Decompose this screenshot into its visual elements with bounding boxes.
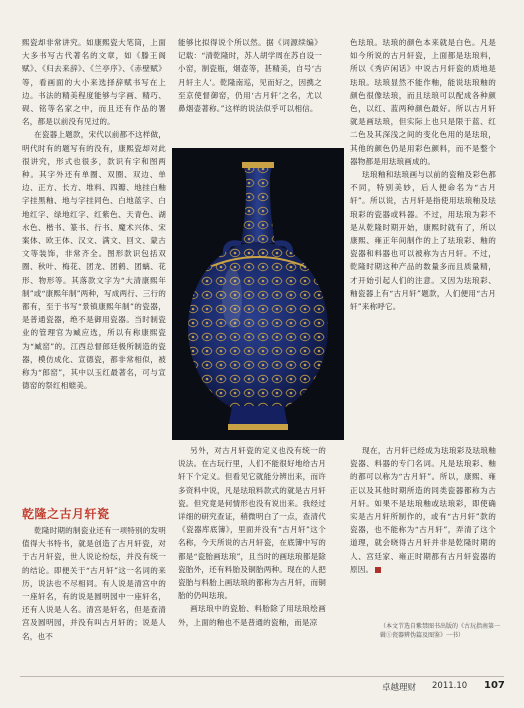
paragraph: [350, 444, 496, 576]
paragraph: 能够比拟得说个所以然。据《词源续编》记载：“清乾隆时，苏人胡学周在苏自设一小窑，制瓷瓶，烟壶等，甚精美，自号‘古月轩主人’。乾隆南巡，见而好之，因携之至京使督御窑，仍用‘古月轩’之名，尤以鼻烟壶著称。”这样的说法似乎可以相信。: [178, 38, 322, 114]
article-column-left-bottom: [22, 524, 166, 643]
issue-date: 2011.10: [432, 681, 468, 691]
end-mark-icon: [375, 567, 381, 573]
source-note: （本文节选自紫禁图书出版的《古玩指南第一辑①瓷器辨伪篇及图鉴》一书）: [380, 623, 501, 639]
page-number: 107: [484, 680, 505, 691]
footer-rule: [20, 676, 504, 677]
article-column-right: [350, 36, 496, 313]
article-column-left-top: [22, 36, 166, 392]
paragraph: 另外，对古月轩瓷的定义也没有统一的说法。在古玩行里，人们不能很好地给古月轩下个定义。但看见它就能分辨出来，而许多资料中说，凡是珐琅料款式的就是古月轩瓷。但究竟是何情形也没有说出来。我经过详细的研究查证，稍微明白了一点，查清代《瓷器库底簿》，里面并没有“古月轩”这个名称，今天所说的古月轩瓷，在底簿中写的都是“瓷胎画珐琅”，且当时的画珐琅都是除瓷胎外，还有料胎及铜胎两种。现在的人把瓷胎与料胎上画珐琅的都称为古月轩，而铜胎的仍叫珐琅。: [178, 446, 326, 601]
article-column-mid-top: [178, 36, 322, 115]
paragraph: 在瓷器上题款，宋代以前都不这样做，明代时有的题写有的没有，康熙瓷却对此很讲究，形式也很多，款识有字和图两种。其字外还有单圈、双圈、双边、单边、正方、长方、堆料、四瓣、地挂白釉字挂黑釉、地与字挂同色、白地蓝字、白地红字、绿地红字、红紫色、天青色、湖水色、楷书、篆书、行书、魔术兴体、宋案体、欧王体、汉文、满文、回文、蒙古文等装饰，非常齐全。图形款识包括双圈、秋叶、梅花、团龙、团鹤、团螭、花形、物形等。其落款文字为“大清康熙年制”或“康熙年制”两种，写成两行、三行的都有，至于书写“景镇康熙年制”的瓷器，是普通瓷器，绝不是御用瓷器。当时制瓷业的管理官为臧应选，所以有称康熙瓷为“臧窑”的。江西总督郎廷极所制造的瓷器，模仿成化、宣德瓷，都非常相似，被称为“郎窑”，其中以玉红最著名，可与宣德窑的祭红相媲美。: [22, 130, 166, 391]
section-heading: 乾隆之古月轩瓷: [22, 507, 110, 521]
article-column-right-bottom: [350, 444, 496, 576]
vase-photo: [172, 148, 344, 440]
paragraph: 乾隆时期的制瓷业还有一项特别的发明值得大书特书，就是创造了古月轩瓷，对于古月轩瓷，世人说论纷纭，并没有统一的结论。即便关于“古月轩”这一名词的来历，说法也不尽相同。有人说是清宫中的一座轩名，有的说是圆明园中一座轩名，还有人说是人名。清宫是轩名，但是查清宫及圆明园，并没有叫古月轩的；说是人名，也不: [22, 526, 166, 641]
paragraph: 色珐琅。珐琅的颜色本来就是白色。凡是如今所说的古月轩瓷，上面都是珐琅料，所以《秀庐闲话》中说古月轩瓷的质地是珐琅。珐琅显然不能作釉，能说珐琅釉的颜色很像珐琅，而且珐琅可以配成各种颜色，以红、蓝两种颜色最好。所以古月轩就是画珐琅，但实际上也只是限于蓝、红二色及其深浅之间的变化色用的是珐琅，其他的颜色仍是用彩色颜料，而不是整个器物都是用珐琅画成的。: [350, 38, 496, 166]
paragraph: 熙瓷却非常讲究。如康熙瓷大笔筒，上面大多书写古代著名的文章，如《滕王阁赋》、《归去来辞》、《兰亭序》、《赤壁赋》等，看画面的大小来选择辞赋书写在上边。书法的精美程度能够与字画、精巧、砚、铭等名家之中，而且还有作品的署名，都是以前没有见过的。: [22, 38, 166, 127]
paragraph-text: 现在，古月轩已经成为珐琅彩及珐琅釉瓷器、料器的专门名词。凡是珐琅彩、釉的都可以称为“古月轩”。所以，康熙、雍正以及其他时期所造的同类瓷器都称为古月轩。如果不是珐琅釉或珐琅彩，即使确实是古月轩所制作的，或有“古月轩”款的瓷器，也不能称为“古月轩”，弄清了这个道理，就会晓得古月轩并非是乾隆时期的人、宫廷家、雍正时期都有古月轩瓷器的原因。: [350, 446, 496, 574]
article-column-mid-bottom: [178, 444, 326, 629]
page-footer: [0, 676, 524, 696]
vase-illustration: [172, 148, 344, 440]
paragraph: 珐琅釉和珐琅画与以前的瓷釉及彩色都不同，特别美妙，后人便命名为“古月轩”。所以说，古月轩是指使用珐琅釉及珐琅彩的瓷器或料器。不过，用珐琅为彩不是从乾隆时期开始，康熙时就有了，所以康熙、雍正年间制作的上了珐琅彩、釉的瓷器和料器也可以被称为古月轩。不过，乾隆时期这种产品的数量多而且质量精，才开始引起人们的注意。又因为珐琅彩、釉瓷器上有“古月轩”题款，人们便用“古月轩”来称呼它。: [350, 170, 496, 312]
magazine-name: 卓越理财: [382, 683, 417, 693]
paragraph: 画珐琅中的瓷胎、料胎除了用珐琅绘画外，上面的釉也不是普通的瓷釉，而是凉: [178, 604, 326, 627]
